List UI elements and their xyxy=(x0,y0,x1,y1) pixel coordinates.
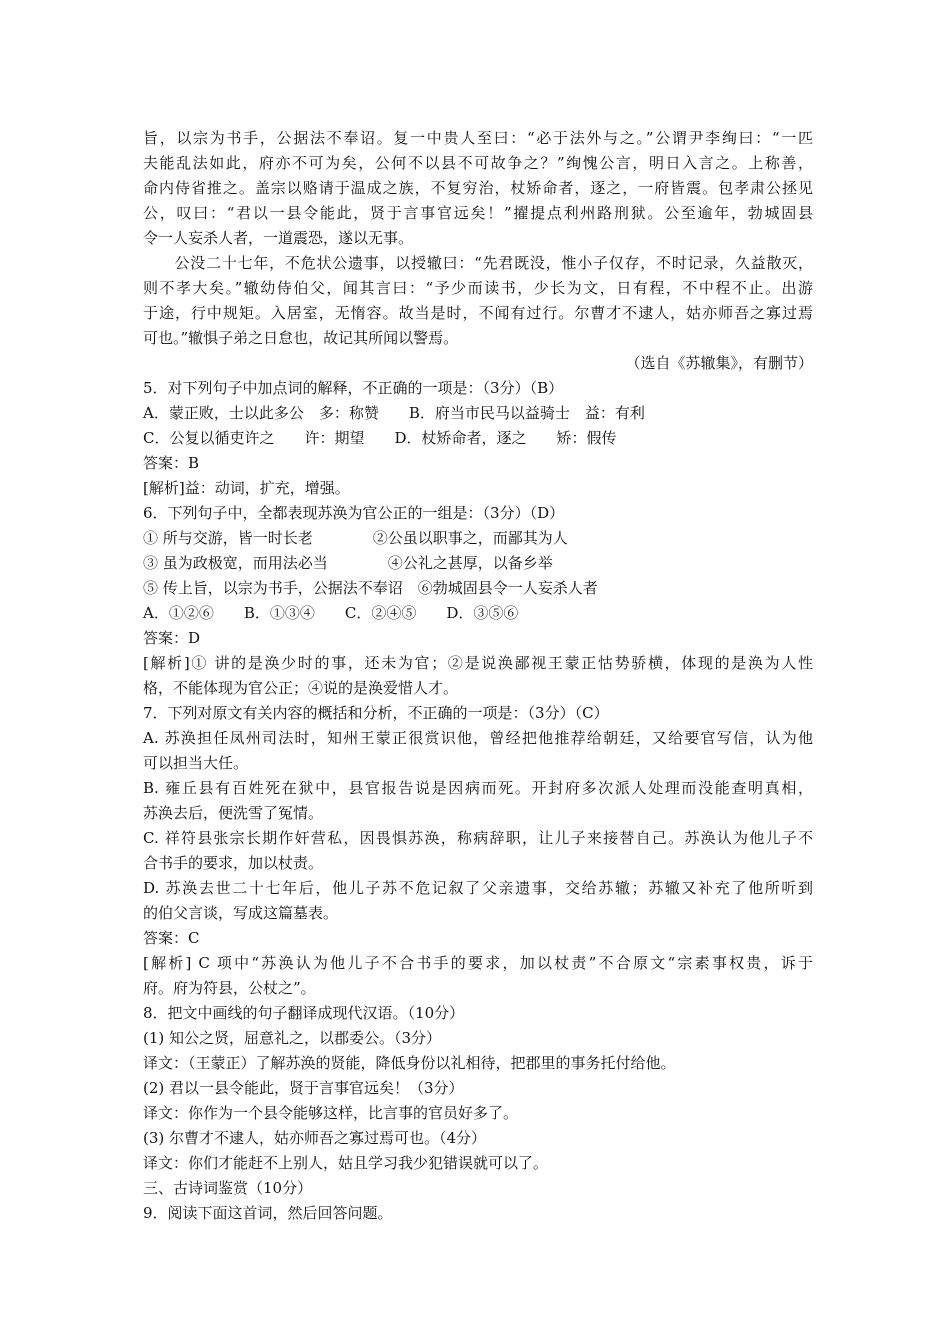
passage-line: 令一人妄杀人者，一道震恐，遂以无事。 xyxy=(143,229,414,247)
question-7-answer: 答案：C xyxy=(143,929,200,947)
question-8-translation: 译文：（王蒙正）了解苏涣的贤能，降低身份以礼相待，把郡里的事务托付给他。 xyxy=(143,1054,676,1072)
question-6-item: ③ 虽为政极宽，而用法必当 ④公礼之甚厚，以备乡举 xyxy=(143,554,553,572)
question-8-translation: 译文：你们才能赶不上别人，姑且学习我少犯错误就可以了。 xyxy=(143,1154,549,1172)
question-6-stem: 6．下列句子中，全都表现苏涣为官公正的一组是：（3分）（D） xyxy=(143,504,565,522)
question-6-analysis: [解析]① 讲的是涣少时的事，还未为官；②是说涣鄙视王蒙正怙势骄横，体现的是涣为人性 xyxy=(143,654,813,672)
question-7-option-a: 可以担当大任。 xyxy=(143,754,249,772)
passage-line: 夫能乱法如此，府亦不可为矣，公何不以县不可故争之？”绚愧公言，明日入言之。上称善， xyxy=(143,154,813,172)
question-6-answer: 答案：D xyxy=(143,629,201,647)
questions-section xyxy=(143,376,813,1226)
passage-source: （选自《苏辙集》，有删节） xyxy=(625,354,813,372)
question-7-option-d: 的伯父言谈，写成这篇墓表。 xyxy=(143,904,339,922)
passage xyxy=(143,126,813,376)
question-8-sentence: (3) 尔曹才不逮人，姑亦师吾之寡过焉可也。（4分） xyxy=(143,1129,487,1147)
question-7-stem: 7．下列对原文有关内容的概括和分析，不正确的一项是：（3分）（C） xyxy=(143,704,609,722)
question-8-translation: 译文：你作为一个县令能够这样，比言事的官员好多了。 xyxy=(143,1104,519,1122)
passage-line: 旨，以宗为书手，公据法不奉诏。复一中贵人至曰：“必于法外与之。”公谓尹李绚曰：“一匹 xyxy=(143,129,813,147)
question-5-answer: 答案：B xyxy=(143,454,200,472)
question-6-item: ① 所与交游，皆一时长老 ②公虽以职事之，而鄙其为人 xyxy=(143,529,568,547)
question-5-analysis: [解析]益：动词，扩充，增强。 xyxy=(143,479,350,497)
question-7-option-c: 合书手的要求，加以杖责。 xyxy=(143,854,324,872)
passage-line: 则不孝大矣。”辙幼侍伯父，闻其言曰：“予少而读书，少长为文，日有程，不中程不止。出游 xyxy=(143,279,813,297)
question-7-option-b: 苏涣去后，便洗雪了冤情。 xyxy=(143,804,324,822)
question-7-option-c: C. 祥符县张宗长期作奸营私，因畏惧苏涣，称病辞职，让儿子来接替自己。苏涣认为他儿子不 xyxy=(143,829,813,847)
question-6-item: ⑤ 传上旨，以宗为书手，公据法不奉诏 ⑥勃城固县令一人妄杀人者 xyxy=(143,579,598,597)
question-8-sentence: (2) 君以一县令能此，贤于言事官远矣！（3分） xyxy=(143,1079,464,1097)
question-5-options-cd: C．公复以循吏许之 许：期望 D．杖矫命者，逐之 矫：假传 xyxy=(143,429,617,447)
document-page xyxy=(143,126,813,1226)
passage-line: 于途，行中规矩。入居室，无惰容。故当是时，不闻有过行。尔曹才不逮人，姑亦师吾之寡过焉 xyxy=(143,304,813,322)
question-7-analysis: 府。府为符县，公杖之”。 xyxy=(143,979,316,997)
question-7-option-d: D. 苏涣去世二十七年后，他儿子苏不危记叙了父亲遗事，交给苏辙；苏辙又补充了他所听到 xyxy=(143,879,813,897)
question-5-options-ab: A．蒙正败，士以此多公 多：称赞 B．府当市民马以益骑士 益：有利 xyxy=(143,404,645,422)
question-8-sentence: (1) 知公之贤，屈意礼之，以郡委公。（3分） xyxy=(143,1029,442,1047)
section-heading: 三、古诗词鉴赏（10分） xyxy=(143,1179,313,1197)
passage-line: 可也。”辙惧子弟之日怠也，故记其所闻以警焉。 xyxy=(143,329,459,347)
passage-line: 公没二十七年，不危状公遗事，以授辙曰：“先君既没，惟小子仅存，不时记录，久益散灭， xyxy=(143,254,813,272)
question-6-choices: A．①②⑥ B．①③④ C．②④⑤ D．③⑤⑥ xyxy=(143,604,519,622)
question-7-analysis: [解析] C 项中“苏涣认为他儿子不合书手的要求，加以杖责”不合原文“宗素事权贵，诉于 xyxy=(143,954,813,972)
passage-line: 公，叹曰：“君以一县令能此，贤于言事官远矣！”擢提点利州路刑狱。公至逾年，勃城固县 xyxy=(143,204,813,222)
question-6-analysis: 格，不能体现为官公正；④说的是涣爱惜人才。 xyxy=(143,679,459,697)
question-9-stem: 9．阅读下面这首词，然后回答问题。 xyxy=(143,1204,393,1222)
passage-line: 命内侍省推之。盖宗以赂请于温成之族，不复穷治，杖矫命者，逐之，一府皆震。包孝肃公拯见 xyxy=(143,179,813,197)
question-8-stem: 8．把文中画线的句子翻译成现代汉语。（10分） xyxy=(143,1004,465,1022)
question-7-option-b: B. 雍丘县有百姓死在狱中，县官报告说是因病而死。开封府多次派人处理而没能查明真相， xyxy=(143,779,813,797)
question-7-option-a: A. 苏涣担任凤州司法时，知州王蒙正很赏识他，曾经把他推荐给朝廷，又给要官写信，认为他 xyxy=(143,729,813,747)
question-5-stem: 5．对下列句子中加点词的解释，不正确的一项是：（3分）（B） xyxy=(143,379,564,397)
